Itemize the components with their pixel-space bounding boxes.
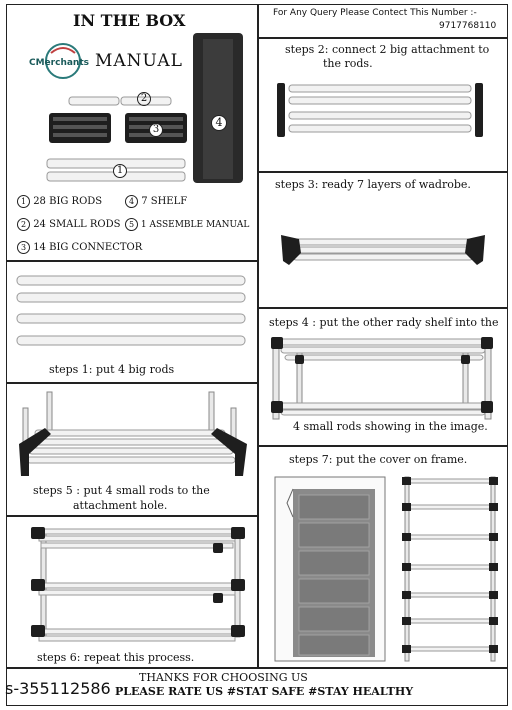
step-5-panel bbox=[6, 383, 258, 516]
item-1-num: 1 bbox=[17, 195, 30, 208]
step-7-panel bbox=[258, 446, 508, 668]
item-4-num: 4 bbox=[125, 195, 138, 208]
contact-panel bbox=[258, 4, 508, 38]
footer-line1: THANKS FOR CHOOSING US bbox=[139, 671, 308, 684]
step-4-line2: 4 small rods showing in the image. bbox=[293, 420, 488, 433]
part-num-2: 2 bbox=[137, 92, 151, 106]
step-2-line2: the rods. bbox=[323, 57, 373, 70]
step-7-text: steps 7: put the cover on frame. bbox=[289, 453, 468, 466]
item-3 bbox=[17, 241, 142, 254]
manual-label: MANUAL bbox=[95, 51, 183, 71]
item-2-text: 24 SMALL RODS bbox=[33, 219, 121, 230]
item-4 bbox=[125, 195, 187, 208]
step-3-illustration bbox=[259, 173, 509, 309]
step-1-panel bbox=[6, 261, 258, 383]
step-3-text: steps 3: ready 7 layers of wadrobe. bbox=[275, 178, 471, 191]
item-5 bbox=[125, 218, 249, 231]
step-6-panel bbox=[6, 516, 258, 668]
step-1-text: steps 1: put 4 big rods bbox=[49, 363, 175, 376]
footer-panel bbox=[6, 668, 508, 706]
step-6-illustration bbox=[7, 517, 259, 669]
part-num-1: 1 bbox=[113, 164, 127, 178]
sku-watermark: s-355112586 bbox=[5, 679, 111, 698]
contact-text: For Any Query Please Contect This Number :- bbox=[273, 8, 477, 18]
step-3-panel bbox=[258, 172, 508, 308]
step-6-text: steps 6: repeat this process. bbox=[37, 651, 195, 664]
item-1-text: 28 BIG RODS bbox=[33, 196, 103, 207]
part-num-4: 4 bbox=[211, 115, 227, 131]
step-2-panel bbox=[258, 38, 508, 172]
footer-line2: PLEASE RATE US #STAT SAFE #STAY HEALTHY bbox=[115, 685, 414, 698]
step-5-line2: attachment hole. bbox=[73, 499, 168, 512]
item-3-text: 14 BIG CONNECTOR bbox=[33, 242, 143, 253]
item-2-num: 2 bbox=[17, 218, 30, 231]
logo-text: CMerchants bbox=[29, 58, 89, 68]
item-3-num: 3 bbox=[17, 241, 30, 254]
item-5-num: 5 bbox=[125, 218, 138, 231]
step-5-illustration bbox=[7, 384, 259, 517]
item-4-text: 7 SHELF bbox=[141, 196, 188, 207]
item-2 bbox=[17, 218, 120, 231]
item-1 bbox=[17, 195, 102, 208]
step-7-illustration bbox=[259, 447, 509, 669]
step-5-line1: steps 5 : put 4 small rods to the bbox=[33, 484, 210, 497]
in-the-box-title: IN THE BOX bbox=[73, 11, 186, 30]
step-4-line1: steps 4 : put the other rady shelf into the bbox=[269, 316, 499, 329]
step-2-illustration bbox=[259, 39, 509, 173]
in-the-box-panel bbox=[6, 4, 258, 261]
parts-illustration bbox=[7, 5, 259, 195]
item-5-text: 1 ASSEMBLE MANUAL bbox=[140, 220, 250, 230]
step-4-panel bbox=[258, 308, 508, 446]
contact-number[interactable]: 9717768110 bbox=[439, 21, 497, 31]
step-2-line1: steps 2: connect 2 big attachment to bbox=[285, 43, 490, 56]
part-num-3: 3 bbox=[149, 123, 163, 137]
